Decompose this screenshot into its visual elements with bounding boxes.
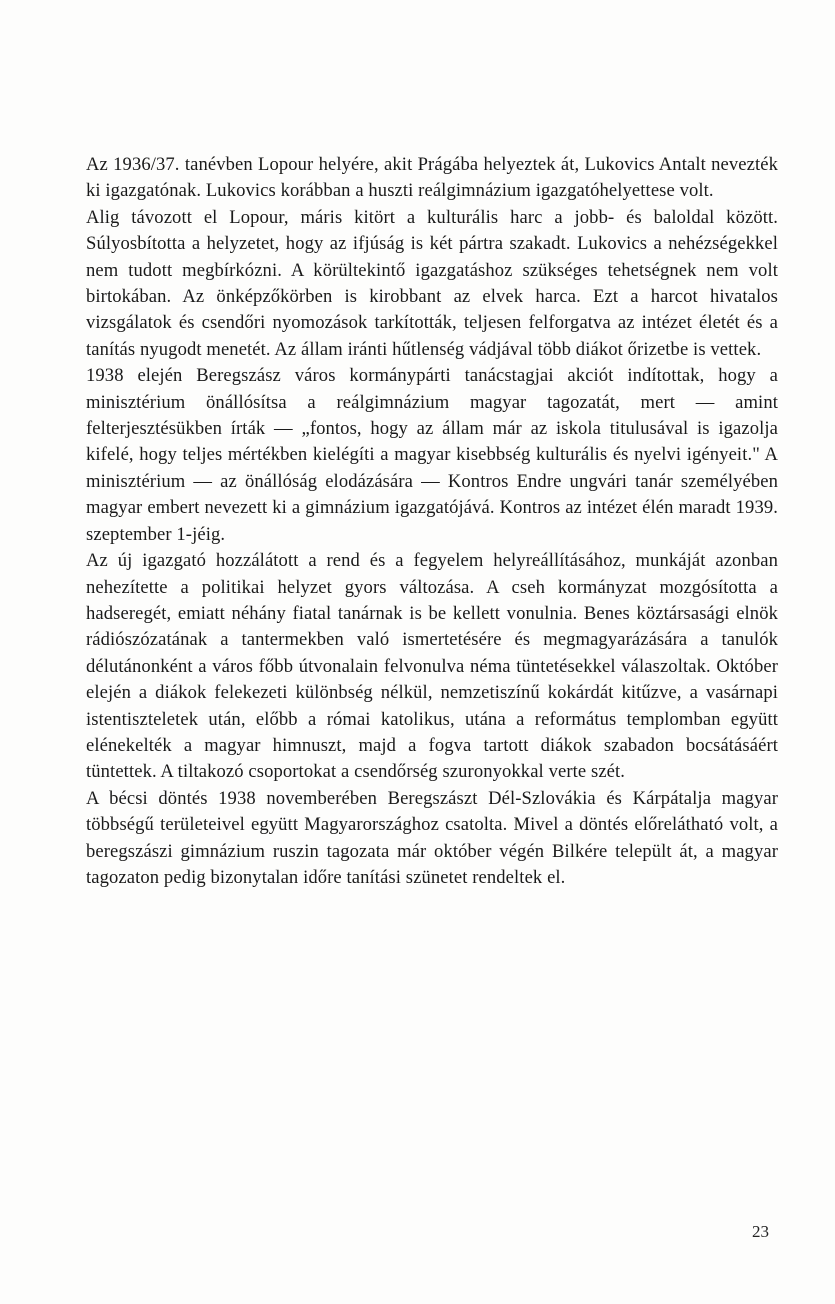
paragraph-5: A bécsi döntés 1938 novemberében Beregszászt Dél-Szlovákia és Kárpátalja magyar többségű területeivel együtt Magyarországhoz csatolta. Mivel a döntés előrelátható volt, a beregszászi gimnázium ruszin tagozata már október végén Bilkére települt át, a magyar tagozaton pedig bizonytalan időre tanítási szünetet rendeltek el. <box>86 787 778 888</box>
page-number: 23 <box>752 1222 769 1241</box>
paragraph-2: Alig távozott el Lopour, máris kitört a kulturális harc a jobb- és baloldal között. Súlyosbította a helyzetet, hogy az ifjúság is két pártra szakadt. Lukovics a nehézségekkel nem tudott megbírkózni. A körültekintő igazgatáshoz szükséges tehetségnek nem volt birtokában. Az önképzőkörben is kirobbant az elvek harca. Ezt a harcot hivatalos vizsgálatok és csendőri nyomozások tarkították, teljesen felforgatva az intézet életét és a tanítás nyugodt menetét. Az állam iránti hűtlenség vádjával több diákot őrizetbe is vettek. <box>86 206 778 360</box>
body-text <box>86 152 778 891</box>
paragraph-3: 1938 elején Beregszász város kormánypárti tanácstagjai akciót indítottak, hogy a minisztérium önállósítsa a reálgimnázium magyar tagozatát, mert — amint felterjesztésükben írták — „fontos, hogy az állam már az iskola titulusával is igazolja kifelé, hogy teljes mértékben kielégíti a magyar kisebbség kulturális és nyelvi igényeit." A minisztérium — az önállóság elodázására — Kontros Endre ungvári tanár személyében magyar embert nevezett ki a gimnázium igazgatójává. Kontros az intézet élén maradt 1939. szeptember 1-jéig. <box>86 365 778 545</box>
paragraph-1: Az 1936/37. tanévben Lopour helyére, akit Prágába helyeztek át, Lukovics Antalt nevezték ki igazgatónak. Lukovics korábban a huszti reálgimnázium igazgatóhelyettese volt. <box>86 154 778 202</box>
paragraph-4: Az új igazgató hozzálátott a rend és a fegyelem helyreállításához, munkáját azonban nehezítette a politikai helyzet gyors változása. A cseh kormányzat mozgósította a hadseregét, emiatt néhány fiatal tanárnak is be kellett vonulnia. Benes köztársasági elnök rádiószózatának a tantermekben való ismertetésére és megmagyarázására a tanulók délutánonként a város főbb útvonalain felvonulva néma tüntetésekkel válaszoltak. Október elején a diákok felekezeti különbség nélkül, nemzetiszínű kokárdát kitűzve, a vasárnapi istentiszteletek után, előbb a római katolikus, utána a református templomban együtt elénekelték a magyar himnuszt, majd a fogva tartott diákok szabadon bocsátásáért tüntettek. A tiltakozó csoportokat a csendőrség szuronyokkal verte szét. <box>86 550 778 783</box>
